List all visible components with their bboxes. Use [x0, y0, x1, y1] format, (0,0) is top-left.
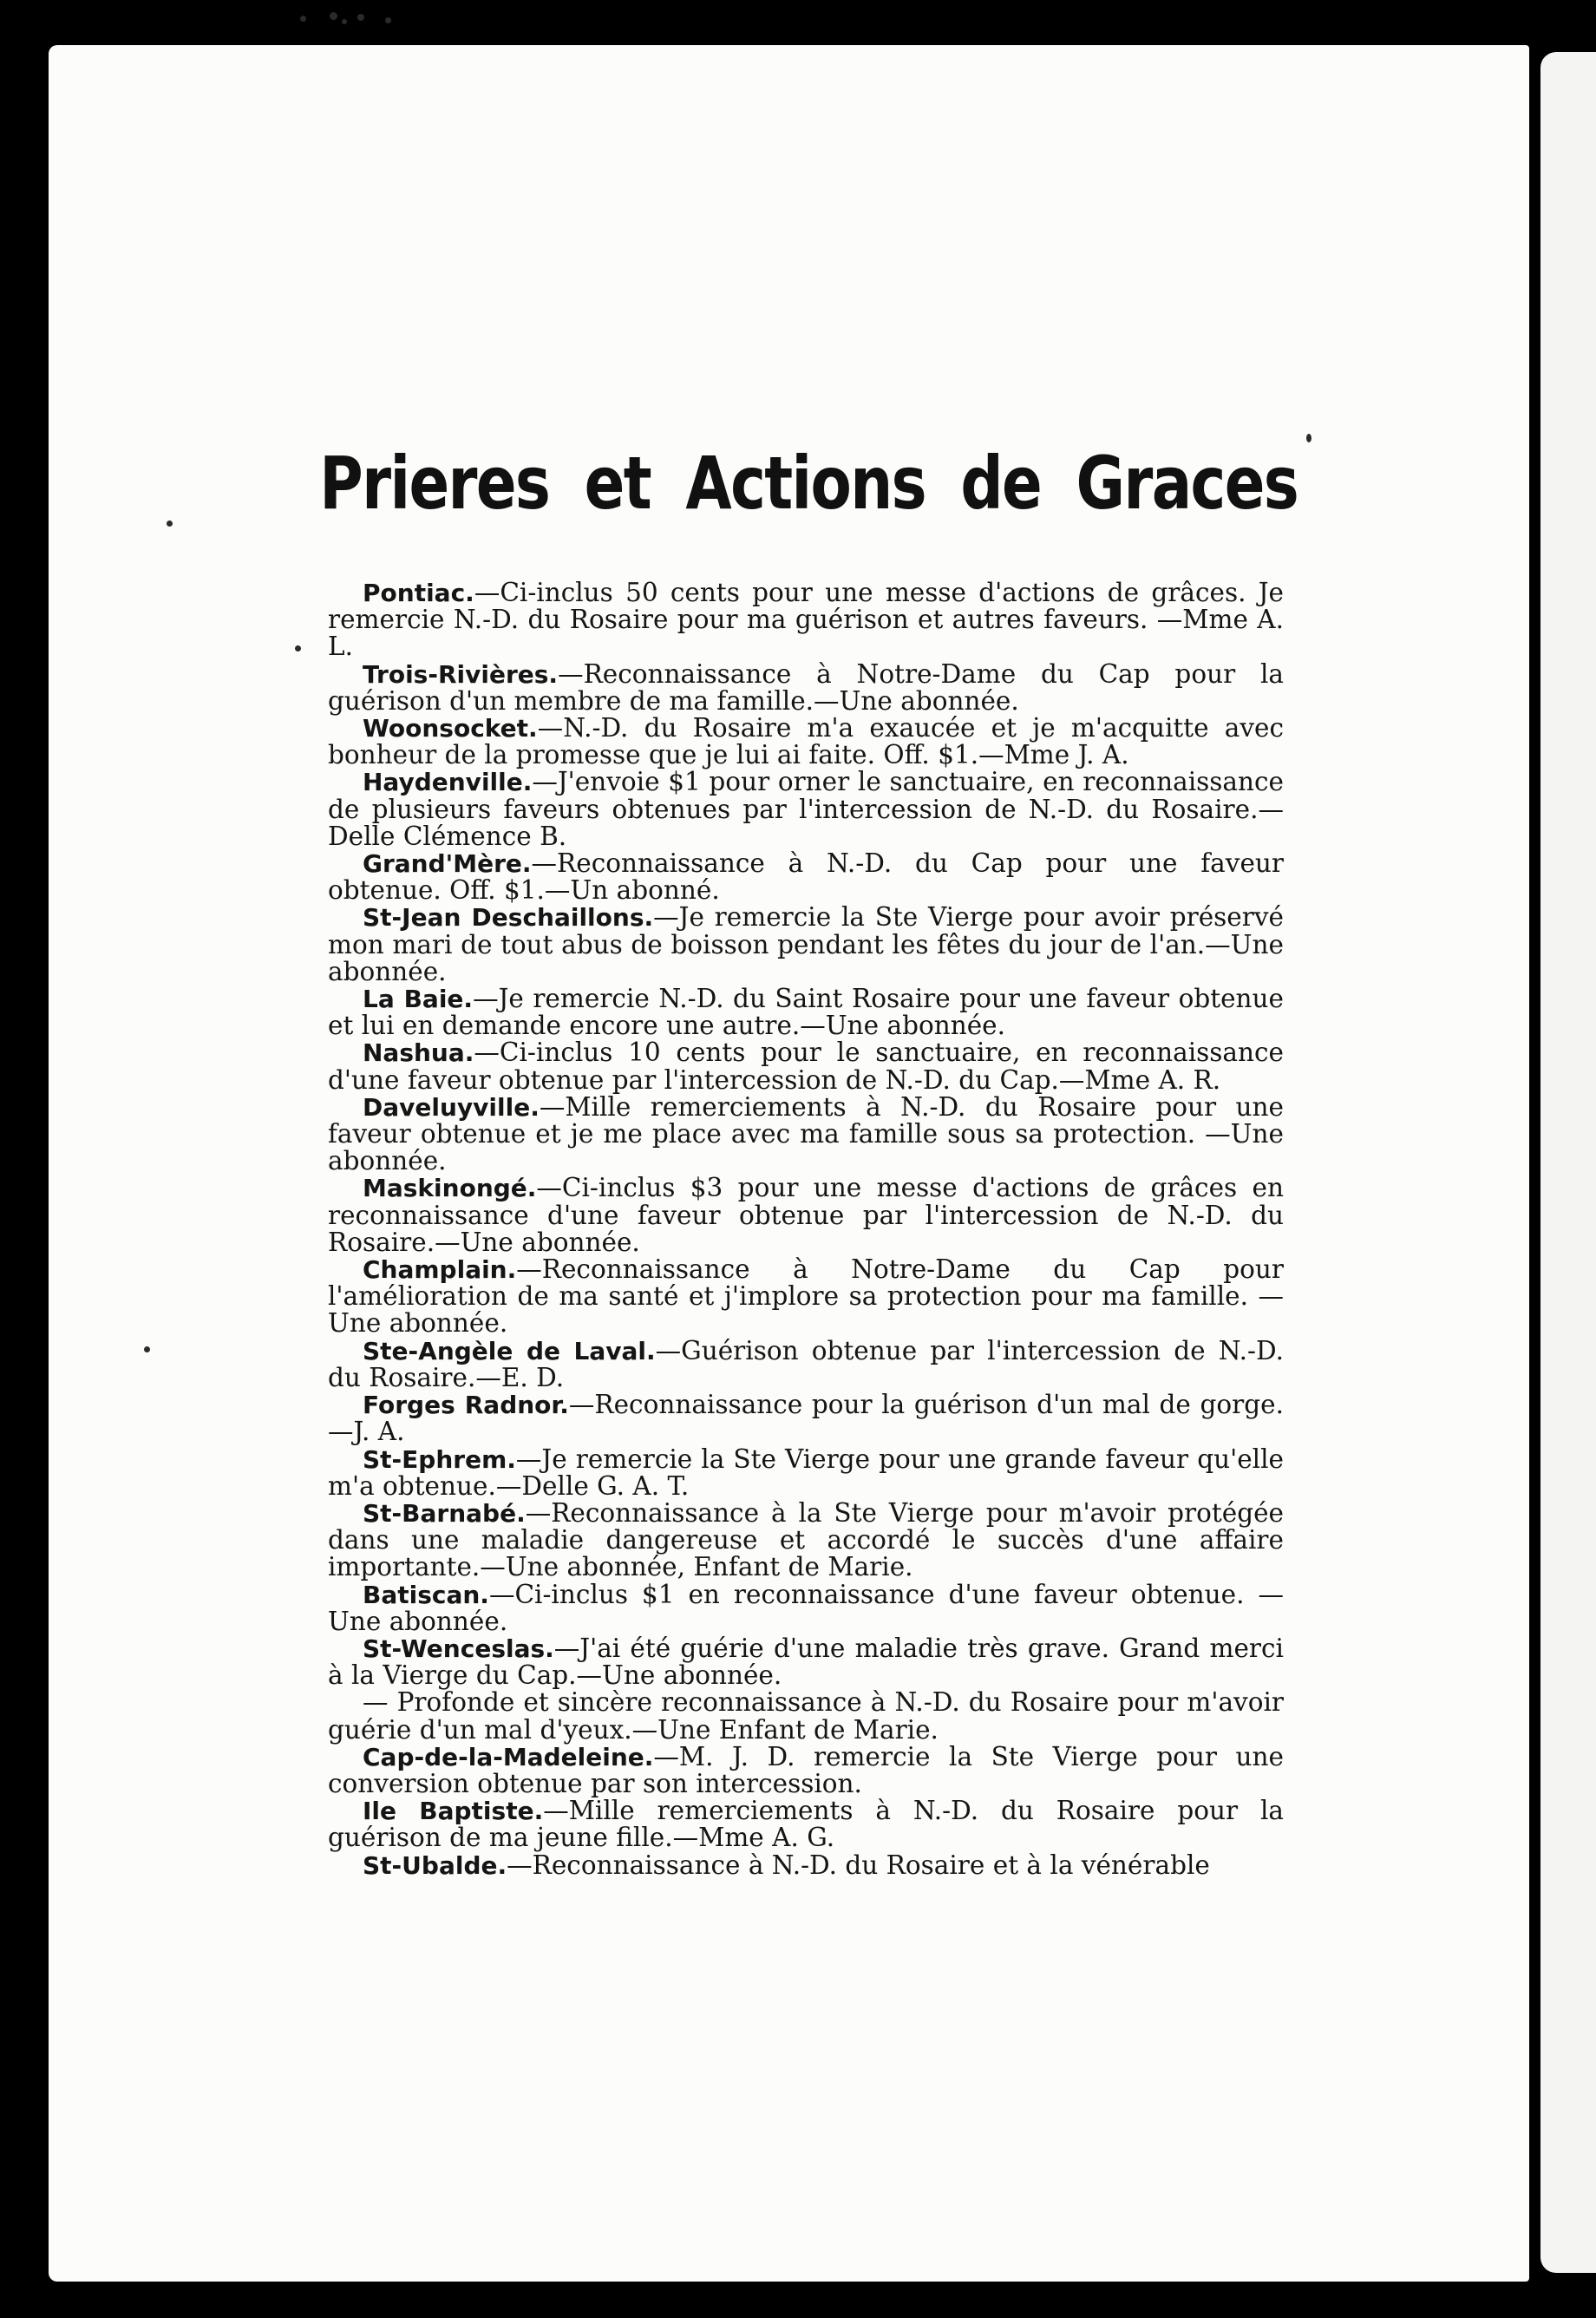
- entry-place: Grand'Mère.: [363, 849, 532, 879]
- entry-place: Champlain.: [363, 1255, 517, 1285]
- entry-place: Ile Baptiste.: [363, 1797, 544, 1826]
- entry-place: St-Barnabé.: [363, 1498, 526, 1528]
- entry-place: Woonsocket.: [363, 714, 538, 743]
- entry-text: —Reconnaissance à Notre-Dame du Cap pour l'amélioration de ma santé et j'implore sa protection pour ma famille. — Une abonnée.: [328, 1254, 1284, 1339]
- entry: [328, 1741, 1284, 1798]
- entry: [328, 985, 1284, 1039]
- entry: [328, 580, 1284, 661]
- entry-place: Pontiac.: [363, 579, 474, 607]
- entry-text: —Ci-inclus $1 en reconnaissance d'une faveur obtenue. —Une abonnée.: [328, 1579, 1284, 1636]
- entry: [328, 658, 1284, 716]
- entry-place: St-Ephrem.: [363, 1444, 516, 1474]
- entry-place: Nashua.: [363, 1038, 474, 1068]
- scan-specks: [295, 0, 416, 35]
- entry-place: Cap-de-la-Madeleine.: [363, 1742, 654, 1771]
- entry: [328, 850, 1284, 904]
- entry-place: Batiscan.: [363, 1580, 489, 1609]
- entry-text: —J'envoie $1 pour orner le sanctuaire, en reconnaissance de plusieurs faveurs obtenues par l'intercession de N.-D. du Rosaire.—Delle Clémence B.: [328, 767, 1284, 851]
- entry: [328, 769, 1284, 850]
- entries-list: [328, 580, 1284, 1879]
- entry-text: —Reconnaissance à la Ste Vierge pour m'avoir protégée dans une maladie dangereuse et accordé le succès d'une affaire importante.—Une abonnée, Enfant de Marie.: [328, 1497, 1284, 1582]
- entry-text: —Je remercie la Ste Vierge pour avoir préservé mon mari de tout abus de boisson pendant les fêtes du jour de l'an.—Une abonnée.: [328, 902, 1284, 986]
- entry-place: Forges Radnor.: [363, 1391, 569, 1420]
- entry-text: —Reconnaissance à N.-D. du Cap pour une faveur obtenue. Off. $1.—Un abonné.: [328, 848, 1284, 906]
- entry-text: —Ci-inclus 10 cents pour le sanctuaire, en reconnaissance d'une faveur obtenue par l'intercession de N.-D. du Cap.—Mme A. R.: [328, 1038, 1284, 1095]
- entry-text: —Ci-inclus 50 cents pour une messe d'actions de grâces. Je remercie N.-D. du Rosaire pour ma guérison et autres faveurs. —Mme A. L.: [328, 578, 1284, 662]
- entry: [328, 715, 1284, 769]
- entry-text: —Guérison obtenue par l'intercession de N.-D. du Rosaire.—E. D.: [328, 1335, 1284, 1392]
- entry: [328, 1852, 1284, 1879]
- entry-place: Trois-Rivières.: [363, 659, 559, 689]
- next-page-edge: [1540, 52, 1596, 2273]
- entry: [328, 1039, 1284, 1093]
- entry: [328, 1497, 1284, 1582]
- entry-place: St-Ubalde.: [363, 1850, 507, 1880]
- entry: [328, 1335, 1284, 1392]
- entry-text: —Mille remerciements à N.-D. du Rosaire pour une faveur obtenue et je me place avec ma famille sous sa protection. —Une abonnée.: [328, 1091, 1284, 1176]
- entry-text: —Reconnaissance à Notre-Dame du Cap pour la guérison d'un membre de ma famille.—Une abonnée.: [328, 658, 1284, 716]
- entry-text: —Je remercie N.-D. du Saint Rosaire pour une faveur obtenue et lui en demande encore une autre.—Une abonnée.: [328, 984, 1284, 1041]
- entry: [328, 1091, 1284, 1176]
- entry-place: La Baie.: [363, 985, 474, 1014]
- entry-text: —Ci-inclus $3 pour une messe d'actions de grâces en reconnaissance d'une faveur obtenue par l'intercession de N.-D. du Rosaire.—Une abonnée.: [328, 1173, 1284, 1257]
- entry: [328, 1175, 1284, 1256]
- entry: [328, 1797, 1284, 1851]
- page-title: Prieres et Actions de Graces: [319, 441, 1298, 526]
- entry: [328, 1635, 1284, 1689]
- entry-place: Daveluyville.: [363, 1092, 540, 1122]
- entry: [328, 1391, 1284, 1445]
- entry-text: —Mille remerciements à N.-D. du Rosaire pour la guérison de ma jeune fille.—Mme A. G.: [328, 1796, 1284, 1853]
- entry-text: —Reconnaissance à N.-D. du Rosaire et à la vénérable: [507, 1850, 1210, 1880]
- entry-place: Ste-Angèle de Laval.: [363, 1336, 656, 1365]
- entry-text: —Reconnaissance pour la guérison d'un mal de gorge.—J. A.: [328, 1390, 1284, 1447]
- entry: [328, 1689, 1284, 1743]
- entry: [328, 1256, 1284, 1338]
- entry-place: St-Jean Deschaillons.: [363, 903, 654, 933]
- entry-text: —J'ai été guérie d'une maladie très grave. Grand merci à la Vierge du Cap.—Une abonnée.: [328, 1633, 1284, 1691]
- entry-text: — Profonde et sincère reconnaissance à N.-D. du Rosaire pour m'avoir guérie d'un mal d'yeux.—Une Enfant de Marie.: [328, 1687, 1284, 1745]
- entry-text: —Je remercie la Ste Vierge pour une grande faveur qu'elle m'a obtenue.—Delle G. A. T.: [328, 1444, 1284, 1501]
- entry-text: —M. J. D. remercie la Ste Vierge pour une conversion obtenue par son intercession.: [328, 1741, 1284, 1798]
- entry-place: Haydenville.: [363, 768, 533, 797]
- entry-text: —N.-D. du Rosaire m'a exaucée et je m'acquitte avec bonheur de la promesse que je lui ai faite. Off. $1.—Mme J. A.: [328, 713, 1284, 770]
- entry: [328, 1581, 1284, 1635]
- entry-place: St-Wenceslas.: [363, 1634, 554, 1663]
- entry: [328, 1446, 1284, 1500]
- entry: [328, 904, 1284, 985]
- entry-place: Maskinongé.: [363, 1174, 537, 1203]
